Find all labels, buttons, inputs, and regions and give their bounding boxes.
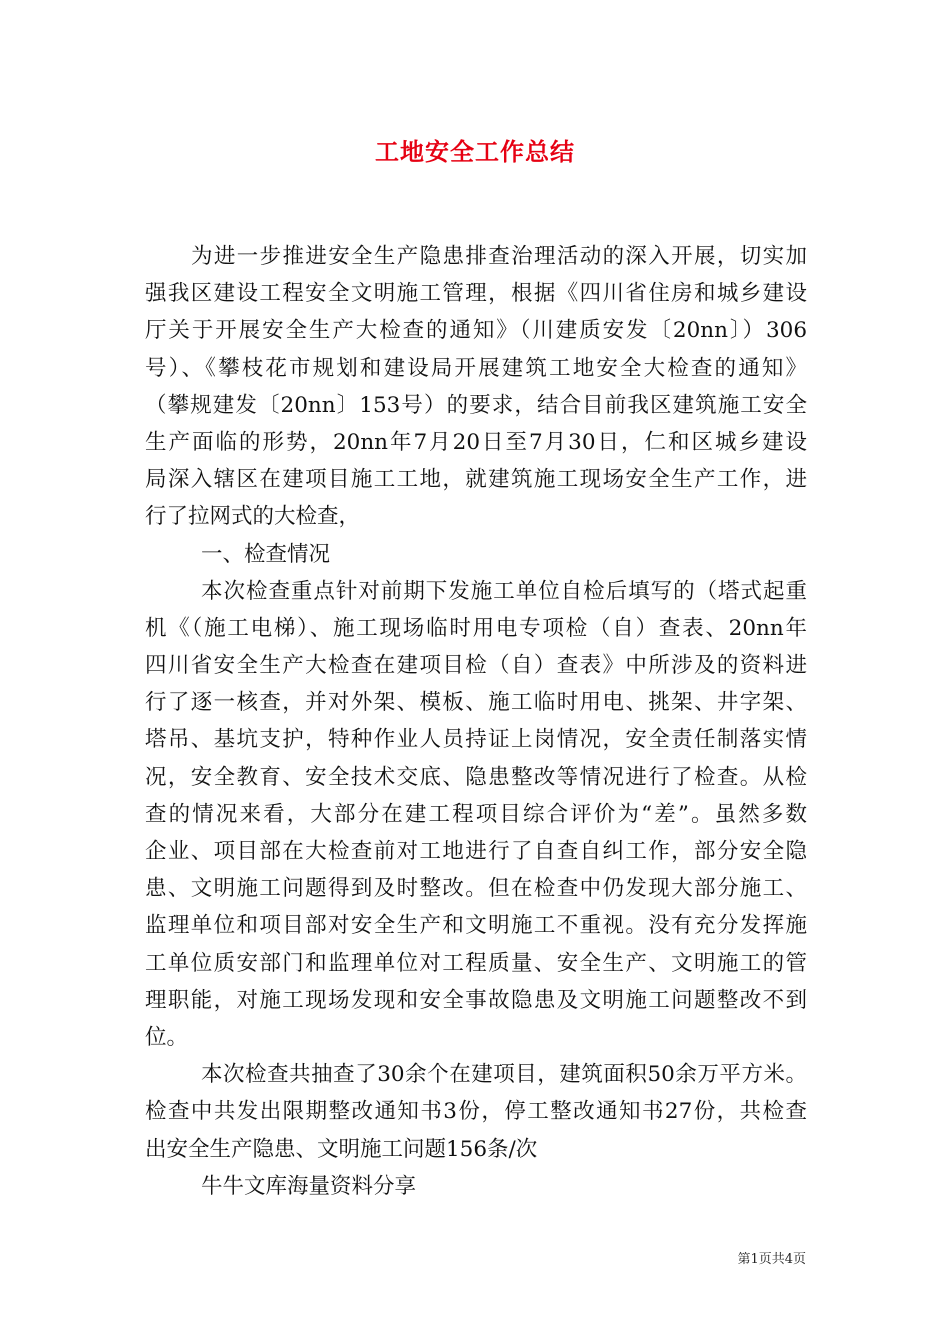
text-line: 企业、项目部在大检查前对工地进行了自查自纠工作，部分安全隐 <box>145 839 807 864</box>
text-line: 理职能，对施工现场发现和安全事故隐患及文明施工问题整改不到 <box>145 987 807 1013</box>
text-line: 一、检查情况 <box>201 541 331 567</box>
text-line: 出安全生产隐患、文明施工问题156条/次 <box>145 1136 538 1162</box>
text-line: 患、文明施工问题得到及时整改。但在检查中仍发现大部分施工、 <box>145 876 807 902</box>
page-number: 第1页共4页 <box>737 1252 806 1267</box>
text-line: 强我区建设工程安全文明施工管理，根据《四川省住房和城乡建设 <box>145 281 807 307</box>
text-line: 行了拉网式的大检查， <box>145 504 361 530</box>
text-line: 牛牛文库海量资料分享 <box>201 1173 417 1199</box>
text-line: 检查中共发出限期整改通知书3份，停工整改通知书27份，共检查 <box>145 1099 807 1125</box>
text-line: 局深入辖区在建项目施工工地，就建筑施工现场安全生产工作，进 <box>145 467 807 493</box>
text-line: 机《（施工电梯）、施工现场临时用电专项检（自）查表、20nn年 <box>145 615 807 641</box>
document-body <box>145 238 807 1205</box>
section-heading <box>145 536 807 573</box>
text-line: 塔吊、基坑支护，特种作业人员持证上岗情况，安全责任制落实情 <box>145 727 807 753</box>
text-line: 本次检查共抽查了30余个在建项目，建筑面积50余万平方米。 <box>201 1062 807 1088</box>
text-line: 监理单位和项目部对安全生产和文明施工不重视。没有充分发挥施 <box>145 913 807 939</box>
text-line: 查的情况来看，大部分在建工程项目综合评价为“差”。虽然多数 <box>145 801 807 827</box>
text-line: 号）、《攀枝花市规划和建设局开展建筑工地安全大检查的通知》 <box>145 355 807 381</box>
source-note <box>145 1168 807 1205</box>
text-line: 为进一步推进安全生产隐患排查治理活动的深入开展，切实加 <box>191 244 807 269</box>
text-line: 行了逐一核查，并对外架、模板、施工临时用电、挑架、井字架、 <box>145 690 807 716</box>
text-line: 况，安全教育、安全技术交底、隐患整改等情况进行了检查。从检 <box>145 764 807 790</box>
text-line: 厅关于开展安全生产大检查的通知》（川建质安发〔20nn〕）306 <box>145 318 807 344</box>
statistics-paragraph <box>145 1056 807 1168</box>
intro-paragraph <box>145 238 807 536</box>
document-title: 工地安全工作总结 <box>375 137 575 166</box>
text-line: 位。 <box>145 1024 189 1050</box>
text-line: 生产面临的形势，20nn年7月20日至7月30日，仁和区城乡建设 <box>145 429 807 455</box>
text-line: 本次检查重点针对前期下发施工单位自检后填写的（塔式起重 <box>201 578 807 604</box>
text-line: 工单位质安部门和监理单位对工程质量、安全生产、文明施工的管 <box>145 950 807 976</box>
text-line: （攀规建发〔20nn〕153号）的要求，结合目前我区建筑施工安全 <box>145 392 807 418</box>
inspection-paragraph <box>145 573 807 1056</box>
text-line: 四川省安全生产大检查在建项目检（自）查表》中所涉及的资料进 <box>145 653 807 679</box>
